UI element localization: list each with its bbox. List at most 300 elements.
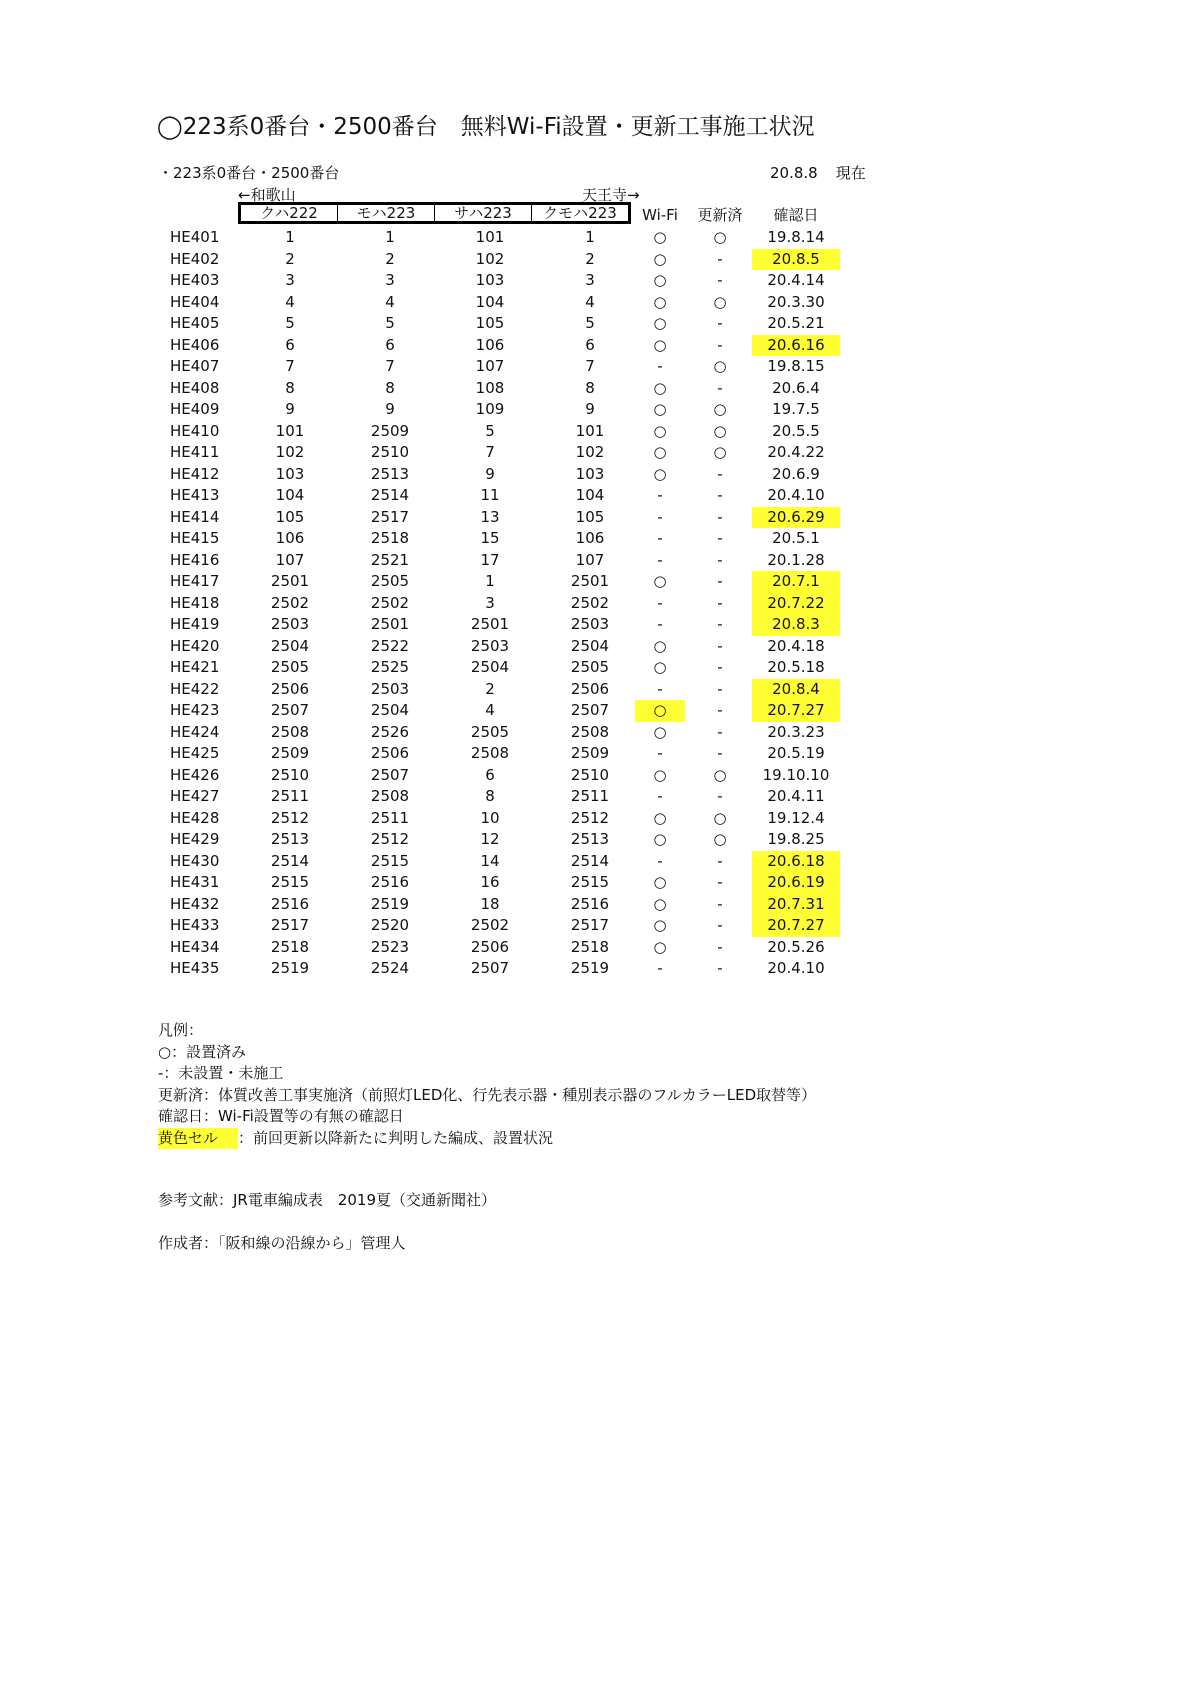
wifi-status: ○ [653,378,667,397]
formation-id: HE409 [170,400,220,418]
check-date: 20.6.19 [752,872,840,894]
legend-check-date: 確認日：Wi-Fi設置等の有無の確認日 [158,1107,404,1125]
legend-heading: 凡例： [158,1021,204,1039]
formation-id: HE411 [170,443,220,461]
wifi-status: - [657,744,663,762]
car-2-number: 4 [385,292,395,311]
car-3-number: 2 [485,679,495,698]
car-3-number: 109 [475,400,505,418]
check-date: 20.5.18 [767,658,825,676]
car-4-number: 105 [575,507,605,526]
car-1-number: 7 [285,357,295,375]
car-header-1: クハ222 [241,205,338,221]
check-date: 20.5.19 [767,744,825,762]
car-1-number: 2510 [270,765,310,784]
wifi-status: ○ [653,572,667,590]
updated-status: - [717,249,723,268]
updated-status: - [717,636,723,655]
car-2-number: 2503 [370,679,410,698]
table-row [0,442,1200,464]
wifi-status: ○ [653,443,667,461]
car-4-number: 5 [585,314,595,332]
check-date: 20.7.22 [752,593,840,615]
car-1-number: 2 [285,249,295,268]
car-1-number: 2507 [270,701,310,719]
table-row [0,485,1200,507]
table-row [0,593,1200,615]
car-3-number: 18 [480,894,500,913]
updated-status: - [717,464,723,483]
car-2-number: 6 [385,335,395,354]
check-date: 20.6.29 [752,507,840,529]
table-row [0,829,1200,851]
table-row [0,378,1200,400]
check-date: 20.5.5 [772,421,820,440]
car-2-number: 3 [385,271,395,289]
car-4-number: 2506 [570,679,610,698]
car-4-number: 2515 [570,873,610,891]
car-3-number: 2502 [470,916,510,934]
updated-status: - [717,572,723,590]
check-date: 19.7.5 [772,400,820,418]
wifi-status: ○ [653,916,667,934]
wifi-status: ○ [653,335,667,354]
updated-status: - [717,894,723,913]
car-2-number: 5 [385,314,395,332]
wifi-status: - [657,507,663,526]
car-2-number: 2511 [370,808,410,827]
updated-status: - [717,271,723,289]
car-2-number: 2507 [370,765,410,784]
car-1-number: 8 [285,378,295,397]
check-date: 20.6.16 [752,335,840,357]
car-3-number: 106 [475,335,505,354]
car-4-number: 102 [575,443,605,461]
car-header-box [238,202,631,224]
check-date: 19.10.10 [762,765,830,784]
as-of-label: 現在 [835,164,866,182]
car-1-number: 2508 [270,722,310,741]
car-3-number: 102 [475,249,505,268]
updated-status: - [717,916,723,934]
car-1-number: 2513 [270,830,310,848]
table-row [0,636,1200,658]
wifi-status: ○ [653,464,667,483]
car-1-number: 106 [275,529,305,547]
table-row [0,356,1200,378]
table-row [0,700,1200,722]
car-1-number: 2518 [270,937,310,956]
updated-status: - [717,550,723,569]
legend-yellow [158,1128,816,1150]
wifi-status: - [657,357,663,375]
car-4-number: 2502 [570,593,610,612]
table-row [0,335,1200,357]
updated-status: ○ [713,400,727,418]
formation-id: HE428 [170,808,220,827]
car-1-number: 2516 [270,894,310,913]
formation-id: HE421 [170,658,220,676]
column-header-updated: 更新済 [697,206,743,224]
wifi-status: - [657,615,663,633]
check-date: 19.12.4 [767,808,825,827]
wifi-status: - [657,486,663,504]
formation-id: HE408 [170,378,220,397]
car-2-number: 2508 [370,787,410,805]
car-4-number: 2517 [570,916,610,934]
car-header-2: モハ223 [338,205,435,221]
updated-status: - [717,873,723,891]
formation-id: HE404 [170,292,220,311]
formation-id: HE435 [170,959,220,977]
table-row [0,571,1200,593]
table-row [0,227,1200,249]
car-2-number: 2509 [370,421,410,440]
table-row [0,313,1200,335]
car-2-number: 2521 [370,550,410,569]
table-row [0,292,1200,314]
car-4-number: 2509 [570,744,610,762]
formation-id: HE415 [170,529,220,547]
check-date: 20.7.27 [752,915,840,937]
updated-status: ○ [713,357,727,375]
car-3-number: 4 [485,701,495,719]
formation-id: HE432 [170,894,220,913]
check-date: 19.8.14 [767,228,825,246]
car-1-number: 2515 [270,873,310,891]
wifi-status: ○ [653,765,667,784]
as-of-date [770,162,866,183]
formation-id: HE424 [170,722,220,741]
car-header-4: クモハ223 [543,204,617,222]
as-of-date-value: 20.8.8 [770,164,818,182]
formation-id: HE425 [170,744,220,762]
car-2-number: 2510 [370,443,410,461]
check-date: 20.5.26 [767,937,825,956]
formation-id: HE419 [170,615,220,633]
table-row [0,464,1200,486]
column-header-date: 確認日 [773,206,819,224]
car-1-number: 104 [275,486,305,504]
table-row [0,421,1200,443]
car-4-number: 1 [585,228,595,246]
updated-status: - [717,959,723,977]
wifi-status: ○ [653,722,667,741]
car-3-number: 10 [480,808,500,827]
updated-status: - [717,658,723,676]
car-2-number: 2524 [370,959,410,977]
car-4-number: 9 [585,400,595,418]
car-3-number: 15 [480,529,500,547]
car-2-number: 2526 [370,722,410,741]
updated-status: - [717,615,723,633]
wifi-status: ○ [653,271,667,289]
table-subtitle: ・223系0番台・2500番台 [158,164,340,182]
formation-id: HE418 [170,593,220,612]
formation-id: HE413 [170,486,220,504]
check-date: 20.7.31 [752,894,840,916]
check-date: 20.3.30 [767,292,825,311]
table-row [0,679,1200,701]
check-date: 20.6.18 [752,851,840,873]
wifi-status: ○ [653,292,667,311]
car-3-number: 2508 [470,744,510,762]
car-3-number: 108 [475,378,505,397]
wifi-status: - [657,787,663,805]
formation-id: HE433 [170,916,220,934]
formation-id: HE412 [170,464,220,483]
table-row [0,657,1200,679]
car-1-number: 2503 [270,615,310,633]
car-2-number: 1 [385,228,395,246]
table-row [0,507,1200,529]
table-row [0,786,1200,808]
car-4-number: 101 [575,421,605,440]
wifi-status: ○ [653,314,667,332]
formation-id: HE417 [170,572,220,590]
car-1-number: 2502 [270,593,310,612]
check-date: 19.8.25 [767,830,825,848]
check-date: 20.8.3 [752,614,840,636]
author: 作成者：「阪和線の沿線から」管理人 [158,1234,406,1252]
check-date: 20.3.23 [767,722,825,741]
formation-id: HE401 [170,228,220,246]
car-4-number: 103 [575,464,605,483]
table-row [0,872,1200,894]
car-2-number: 2504 [370,701,410,719]
updated-status: ○ [713,765,727,784]
formation-id: HE427 [170,787,220,805]
car-3-number: 103 [475,271,505,289]
updated-status: ○ [713,443,727,461]
car-2-number: 2518 [370,529,410,547]
car-3-number: 104 [475,292,505,311]
car-3-number: 2506 [470,937,510,956]
car-2-number: 2513 [370,464,410,483]
check-date: 20.7.27 [752,700,840,722]
wifi-status: ○ [653,249,667,268]
car-2-number: 2505 [370,572,410,590]
car-3-number: 12 [480,830,500,848]
direction-right: 天王寺→ [582,186,640,204]
car-1-number: 101 [275,421,305,440]
car-1-number: 2509 [270,744,310,762]
car-4-number: 2 [585,249,595,268]
car-1-number: 105 [275,507,305,526]
formation-id: HE420 [170,636,220,655]
updated-status: - [717,378,723,397]
car-4-number: 8 [585,378,595,397]
car-1-number: 2512 [270,808,310,827]
car-4-number: 2513 [570,830,610,848]
updated-status: ○ [713,292,727,311]
wifi-status: ○ [653,228,667,246]
car-4-number: 2518 [570,937,610,956]
formation-id: HE423 [170,701,220,719]
car-1-number: 2501 [270,572,310,590]
car-header-3: サハ223 [435,205,532,221]
car-1-number: 4 [285,292,295,311]
car-2-number: 2506 [370,744,410,762]
table-row [0,743,1200,765]
car-3-number: 9 [485,464,495,483]
table-row [0,270,1200,292]
car-4-number: 4 [585,292,595,311]
car-4-number: 107 [575,550,605,569]
car-2-number: 2523 [370,937,410,956]
table-row [0,937,1200,959]
wifi-status: ○ [653,421,667,440]
check-date: 20.4.11 [767,787,825,805]
legend-not-installed: -：未設置・未施工 [158,1064,284,1082]
wifi-status: - [657,851,663,870]
formation-id: HE431 [170,873,220,891]
car-1-number: 2517 [270,916,310,934]
car-2-number: 2514 [370,486,410,504]
car-4-number: 2507 [570,701,610,719]
car-3-number: 105 [475,314,505,332]
car-3-number: 5 [485,421,495,440]
formation-id: HE402 [170,249,220,268]
formation-table [0,227,1200,980]
car-1-number: 107 [275,550,305,569]
updated-status: - [717,679,723,698]
wifi-status: ○ [635,700,685,722]
formation-id: HE405 [170,314,220,332]
car-3-number: 8 [485,787,495,805]
car-1-number: 103 [275,464,305,483]
car-4-number: 6 [585,335,595,354]
formation-id: HE407 [170,357,220,375]
updated-status: - [717,529,723,547]
check-date: 20.8.5 [752,249,840,271]
car-1-number: 3 [285,271,295,289]
car-1-number: 2511 [270,787,310,805]
car-2-number: 2525 [370,658,410,676]
car-4-number: 2508 [570,722,610,741]
car-3-number: 2504 [470,658,510,676]
formation-id: HE429 [170,830,220,848]
check-date: 20.6.4 [772,378,820,397]
car-3-number: 13 [480,507,500,526]
car-2-number: 2 [385,249,395,268]
updated-status: - [717,744,723,762]
car-4-number: 2504 [570,636,610,655]
formation-id: HE416 [170,550,220,569]
updated-status: - [717,787,723,805]
car-3-number: 107 [475,357,505,375]
formation-id: HE414 [170,507,220,526]
car-1-number: 2505 [270,658,310,676]
wifi-status: ○ [653,894,667,913]
car-3-number: 101 [475,228,505,246]
car-2-number: 2512 [370,830,410,848]
table-row [0,958,1200,980]
table-row [0,249,1200,271]
car-2-number: 2516 [370,873,410,891]
column-header-wifi: Wi-Fi [642,206,678,224]
check-date: 20.4.10 [767,486,825,504]
formation-id: HE422 [170,679,220,698]
check-date: 20.6.9 [772,464,820,483]
direction-left: ←和歌山 [238,186,296,204]
table-row [0,894,1200,916]
check-date: 20.4.18 [767,636,825,655]
table-row [0,851,1200,873]
table-row [0,765,1200,787]
updated-status: - [717,937,723,956]
car-3-number: 2507 [470,959,510,977]
car-1-number: 5 [285,314,295,332]
car-2-number: 2520 [370,916,410,934]
updated-status: - [717,593,723,612]
legend-yellow-swatch: 黄色セル [158,1128,238,1150]
legend-yellow-desc: ：前回更新以降新たに判明した編成、設置状況 [238,1128,554,1147]
wifi-status: ○ [653,937,667,956]
car-4-number: 2503 [570,615,610,633]
car-1-number: 2514 [270,851,310,870]
car-2-number: 2519 [370,894,410,913]
updated-status: ○ [713,421,727,440]
formation-id: HE403 [170,271,220,289]
table-row [0,399,1200,421]
updated-status: ○ [713,808,727,827]
car-4-number: 2510 [570,765,610,784]
updated-status: - [717,314,723,332]
page-title: ◯223系0番台・2500番台 無料Wi-Fi設置・更新工事施工状況 [157,114,815,140]
car-2-number: 7 [385,357,395,375]
car-2-number: 2522 [370,636,410,655]
car-3-number: 3 [485,593,495,612]
check-date: 20.4.10 [767,959,825,977]
table-row [0,614,1200,636]
formation-id: HE410 [170,421,220,440]
car-3-number: 1 [485,572,495,590]
car-3-number: 7 [485,443,495,461]
updated-status: - [717,851,723,870]
wifi-status: ○ [653,636,667,655]
updated-status: - [717,722,723,741]
car-4-number: 2501 [570,572,610,590]
wifi-status: ○ [653,658,667,676]
car-2-number: 8 [385,378,395,397]
check-date: 20.1.28 [767,550,825,569]
formation-id: HE406 [170,335,220,354]
car-1-number: 6 [285,335,295,354]
check-date: 20.5.1 [772,529,820,547]
formation-id: HE426 [170,765,220,784]
car-4-number: 3 [585,271,595,289]
wifi-status: - [657,550,663,569]
car-1-number: 102 [275,443,305,461]
check-date: 20.4.22 [767,443,825,461]
car-2-number: 2501 [370,615,410,633]
table-row [0,722,1200,744]
car-1-number: 9 [285,400,295,418]
wifi-status: ○ [653,873,667,891]
check-date: 20.4.14 [767,271,825,289]
check-date: 20.7.1 [752,571,840,593]
car-2-number: 2517 [370,507,410,526]
table-row [0,915,1200,937]
car-3-number: 17 [480,550,500,569]
check-date: 19.8.15 [767,357,825,375]
wifi-status: ○ [653,400,667,418]
references: 参考文献：JR電車編成表 2019夏（交通新聞社） [158,1191,497,1209]
formation-id: HE430 [170,851,220,870]
updated-status: ○ [713,830,727,848]
updated-status: - [717,335,723,354]
